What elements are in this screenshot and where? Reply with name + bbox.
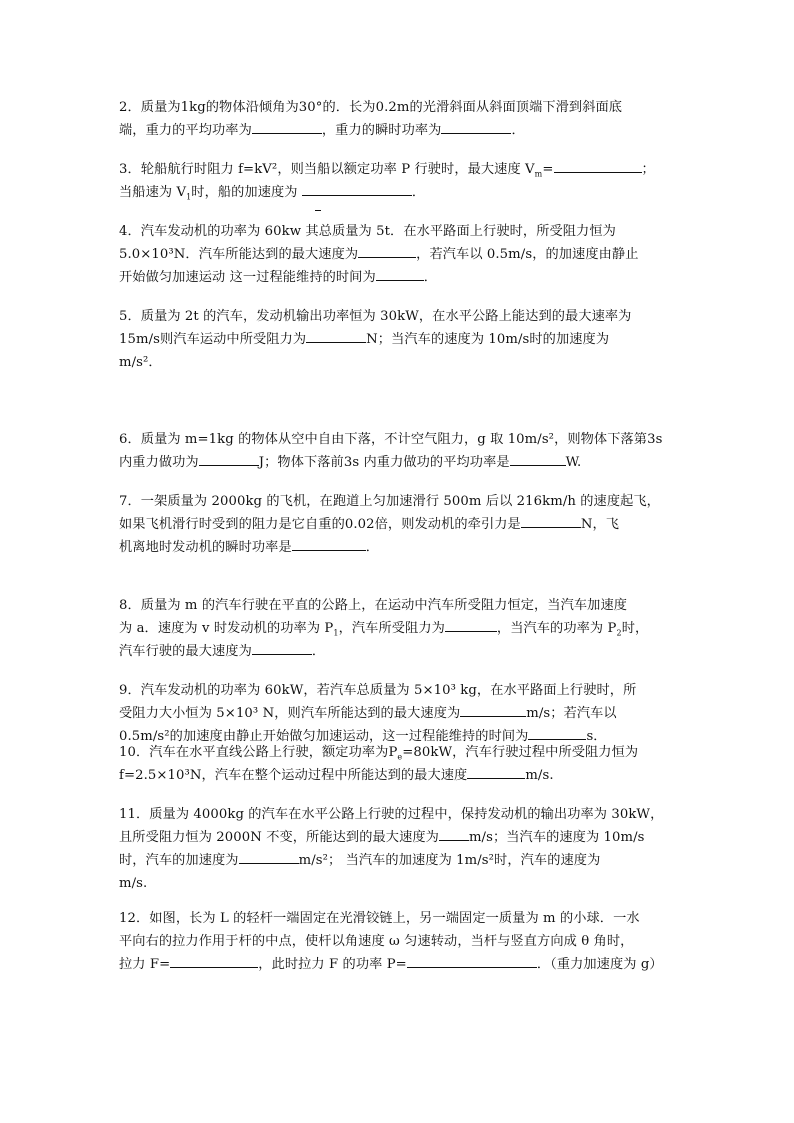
q10-line-1: 10．汽车在水平直线公路上行驶，额定功率为$P_e=80kW$，汽车行驶过程中所受阻力恒为: [119, 745, 639, 762]
q7-line-2: 如果飞机滑行时受到的阻力是它自重的0.02倍，则发动机的牵引力是 N，飞: [119, 513, 679, 536]
q4-line-2: 5.0×10³N．汽车所能达到的最大速度为 ，若汽车以 0.5m/s，的加速度由静止: [119, 243, 679, 266]
q9-blank-2[interactable]: [528, 725, 586, 740]
question-10: [119, 741, 679, 787]
q12-line-2: 平向右的拉力作用于杆的中点，使杆以角速度 ω 匀速转动，当杆与竖直方向成 θ 角时，: [119, 934, 634, 949]
q6-line-1: 6．质量为 m=1kg 的物体从空中自由下落，不计空气阻力，g 取 10m/s²，则物体下落第3s: [119, 432, 663, 447]
q3-blank-1[interactable]: [554, 158, 642, 173]
q4-blank-2[interactable]: [376, 266, 424, 281]
stray-mark: [315, 210, 321, 211]
q11-line-4: m/s.: [119, 876, 148, 891]
q9-line-3: 0.5m/s²的加速度由静止开始做匀加速运动，这一过程能维持的时间为 s．: [119, 725, 679, 748]
q12-blank-1[interactable]: [170, 953, 258, 968]
q12-line-3: 拉力 F= ，此时拉力 F 的功率 P= ．（重力加速度为 g）: [119, 953, 679, 976]
q5-line-1: 5．质量为 2t 的汽车，发动机输出功率恒为 30kW，在水平公路上能达到的最大速率为: [119, 309, 632, 324]
question-6: [119, 428, 679, 474]
q2-blank-1[interactable]: [252, 119, 322, 134]
q10-line-2: f=2.5×10³N，汽车在整个运动过程中所能达到的最大速度 m/s.: [119, 764, 679, 787]
question-3: [119, 158, 679, 204]
q3-blank-2[interactable]: [302, 181, 412, 196]
q4-line-3: 开始做匀加速运动 这一过程能维持的时间为 ．: [119, 266, 679, 289]
question-8: [119, 594, 679, 663]
q11-line-3: 时，汽车的加速度为 m/s²； 当汽车的加速度为 1m/s²时，汽车的速度为: [119, 849, 679, 872]
question-2: [119, 96, 679, 142]
q6-line-2: 内重力做功为 J；物体下落前3s 内重力做功的平均功率是 W.: [119, 451, 679, 474]
q5-line-2: 15m/s则汽车运动中所受阻力为 N；当汽车的速度为 10m/s时的加速度为: [119, 328, 679, 351]
q2-line-1: 2．质量为1kg的物体沿倾角为30°的．长为0.2m的光滑斜面从斜面顶端下滑到斜面底: [119, 100, 623, 115]
q2-line-2: 端，重力的平均功率为 ，重力的瞬时功率为 ．: [119, 119, 679, 142]
q5-line-3: m/s²．: [119, 355, 162, 370]
q11-blank-2[interactable]: [239, 849, 299, 864]
q7-line-3: 机离地时发动机的瞬时功率是 ．: [119, 536, 679, 559]
q11-line-2: 且所受阻力恒为 2000N 不变，所能达到的最大速度为 m/s；当汽车的速度为 10m/s: [119, 826, 679, 849]
q4-blank-1[interactable]: [358, 243, 416, 258]
q8-line-2: 为 a．速度为 v 时发动机的功率为 $P_1$，汽车所受阻力为 ，当汽车的功率为 $P_2$时，: [119, 617, 679, 640]
q11-blank-1[interactable]: [439, 826, 469, 841]
q7-blank-1[interactable]: [521, 513, 581, 528]
q6-blank-1[interactable]: [199, 451, 259, 466]
question-9: [119, 679, 679, 748]
q8-line-3: 汽车行驶的最大速度为 ．: [119, 640, 679, 663]
question-12: [119, 907, 679, 976]
q3-line-2: 当船速为 $V_1$时，船的加速度为 ．: [119, 181, 679, 204]
q8-blank-2[interactable]: [252, 640, 312, 655]
q10-blank-1[interactable]: [467, 764, 525, 779]
q9-line-2: 受阻力大小恒为 5×10³ N，则汽车所能达到的最大速度为 m/s；若汽车以: [119, 702, 679, 725]
q3-line-1: 3．轮船航行时阻力 f=kV²，则当船以额定功率 P 行驶时，最大速度 $V_m=$ ；: [119, 158, 679, 181]
question-5: [119, 305, 679, 374]
q7-line-1: 7．一架质量为 2000kg 的飞机，在跑道上匀加速滑行 500m 后以 216km/h 的速度起飞，: [119, 494, 660, 509]
q11-line-1: 11．质量为 4000kg 的汽车在水平公路上行驶的过程中，保持发动机的输出功率为 30kW，: [119, 807, 664, 822]
q8-line-1: 8．质量为 m 的汽车行驶在平直的公路上，在运动中汽车所受阻力恒定，当汽车加速度: [119, 598, 628, 613]
q12-line-1: 12．如图，长为 L 的轻杆一端固定在光滑铰链上，另一端固定一质量为 m 的小球．一水: [119, 911, 640, 926]
q4-line-1: 4．汽车发动机的功率为 60kw 其总质量为 5t．在水平路面上行驶时，所受阻力恒为: [119, 224, 616, 239]
q2-blank-2[interactable]: [441, 119, 511, 134]
question-7: [119, 490, 679, 559]
q8-blank-1[interactable]: [445, 617, 497, 632]
question-11: [119, 803, 679, 895]
q7-blank-2[interactable]: [292, 536, 366, 551]
q5-blank-1[interactable]: [306, 328, 366, 343]
q12-blank-2[interactable]: [407, 953, 537, 968]
q9-line-1: 9．汽车发动机的功率为 60kW，若汽车总质量为 5×10³ kg，在水平路面上行驶时，所: [119, 683, 637, 698]
q6-blank-2[interactable]: [510, 451, 566, 466]
question-4: [119, 220, 679, 289]
q9-blank-1[interactable]: [460, 702, 526, 717]
